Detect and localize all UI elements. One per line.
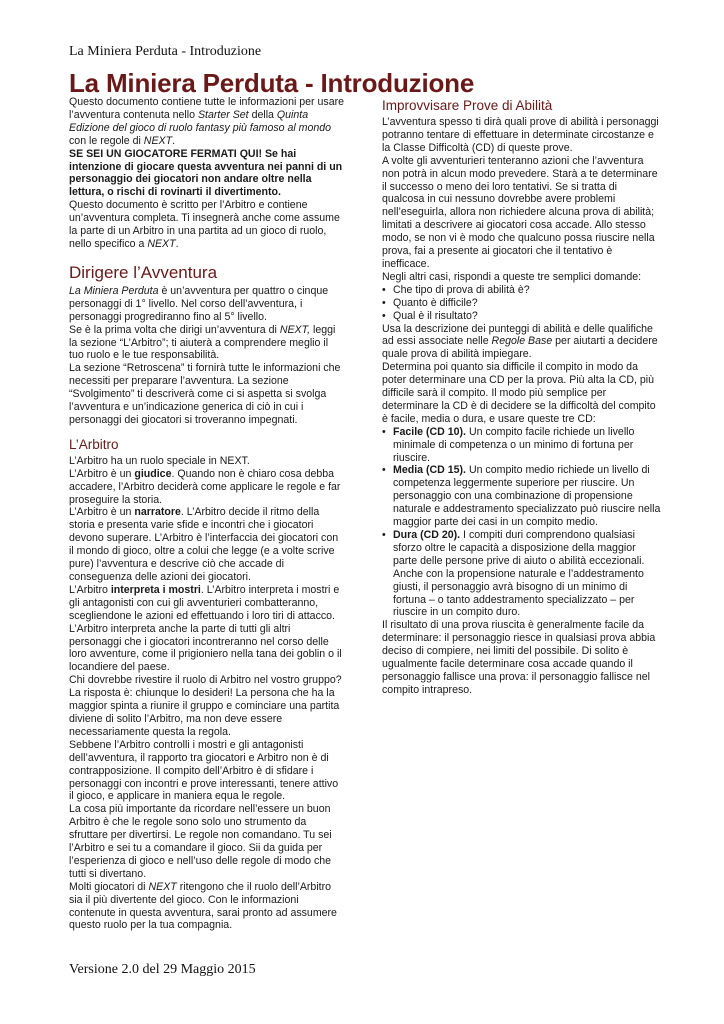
improvvisare-paragraph: Determina poi quanto sia difficile il compito in modo da poter determinare una CD per la prova. Più alta la CD, più difficile sarà il compito. Il modo più semplice per determinare la CD è di decidere se la difficoltà del compito è facile, media o dura, e usare queste tre CD: <box>382 361 656 425</box>
emphasis: narratore <box>134 506 181 519</box>
text-run: L’Arbitro è un <box>69 506 135 519</box>
cd-text: Un compito facile richiede un livello minimale di competenza o un minimo di fortuna per riuscire. <box>393 425 635 464</box>
dirigere-paragraph-2 <box>69 324 345 363</box>
regole-base-ref: Regole Base <box>491 335 553 348</box>
section-heading-dirigere: Dirigere l’Avventura <box>69 262 218 282</box>
text-run: . <box>175 237 179 250</box>
player-warning: SE SEI UN GIOCATORE FERMATI QUI! Se hai intenzione di giocare questa avventura nei panni di un personaggio dei giocatori non andare oltre nella lettura, o rischi di rovinarti il divertimento. <box>69 147 343 199</box>
text-run: L’Arbitro è un <box>69 467 135 480</box>
emphasis: giudice <box>134 467 172 480</box>
intro-paragraph-2 <box>69 199 345 251</box>
text-run: . Quando non è chiaro cosa debba accadere, l’Arbitro deciderà come applicare le regole e far proseguire la storia. <box>69 467 341 506</box>
text-run: della <box>248 108 277 121</box>
questions-list <box>382 284 662 323</box>
right-column <box>382 98 662 697</box>
arbitro-paragraph: L’Arbitro ha un ruolo speciale in NEXT. <box>69 454 250 467</box>
page-title: La Miniera Perduta - Introduzione <box>69 68 475 98</box>
arbitro-paragraph: Chi dovrebbe rivestire il ruolo di Arbitro nel vostro gruppo? La risposta è: chiunque lo desideri! La persona che ha la maggior spinta a riunire il gruppo e cominciare una partita diviene di solito l’Arbitro, ma non deve essere necessariamente questa la regola. <box>69 674 342 738</box>
improvvisare-paragraph <box>382 323 662 362</box>
running-header: La Miniera Perduta - Introduzione <box>69 44 262 59</box>
left-column <box>69 96 345 932</box>
quinta-edizione-ref: Quinta Edizione del gioco di ruolo fantasy più famoso al mondo <box>69 108 332 134</box>
intro-paragraph <box>69 96 345 148</box>
starter-set-ref: Starter Set <box>197 108 249 121</box>
text-run: . L’Arbitro interpreta i mostri e gli antagonisti con cui gli avventurieri combatteranno, scegliendone le azioni ed effettuando i loro tiri di attacco. L’Arbitro interpreta anche la parte di tutti gli altri personaggi che i giocatori incontreranno nel corso delle loro avventure, come il prigioniero nella tana dei goblin o il locandiere del paese. <box>69 583 342 674</box>
text-run: per aiutarti a decidere quale prova di abilità impiegare. <box>382 335 658 361</box>
dirigere-paragraph-3: La sezione “Retroscena” ti fornirà tutte le informazioni che necessiti per preparare l’avventura. La sezione “Svolgimento” ti descriverà come ci si aspetta si svolga l’avventura e un’indicazione generica di ciò in cui i personaggi dei giocatori si troveranno impegnati. <box>69 362 341 426</box>
list-item <box>382 464 662 529</box>
text-run: . <box>172 134 176 147</box>
text-run: ritengono che il ruolo dell’Arbitro sia il più divertente del gioco. Con le informazioni contenute in questa avventura, sarai pronto ad assumere questo ruolo per la tua compagnia. <box>69 880 337 932</box>
page-footer: Versione 2.0 del 29 Maggio 2015 <box>69 962 256 977</box>
arbitro-paragraph <box>69 881 345 933</box>
section-heading-improvvisare: Improvvisare Prove di Abilità <box>382 98 553 113</box>
cd-label: Facile (CD 10). <box>393 425 467 438</box>
emphasis: interpreta i mostri <box>110 583 201 596</box>
adventure-title-ref: La Miniera Perduta <box>69 284 159 297</box>
next-ref: NEXT <box>147 237 176 250</box>
cd-text: Un compito medio richiede un livello di competenza leggermente superiore per riuscire. Un personaggio con una combinazione di propensione naturale e addestramento specializzato può riuscire nella maggior parte dei casi in un compito medio. <box>393 464 661 529</box>
list-item: • Quanto è difficile? <box>382 297 662 310</box>
improvvisare-paragraph: L’avventura spesso ti dirà quali prove di abilità i personaggi potranno tentare di effettuare in determinate circostanze e la Classe Difficoltà (CD) di queste prove. <box>382 116 659 154</box>
arbitro-paragraph: Sebbene l’Arbitro controlli i mostri e gli antagonisti dell’avventura, il rapporto tra giocatori e Arbitro non è di contrapposizione. Il compito dell’Arbitro è di sfidare i personaggi con incontri e prove interessanti, tenere attivo il gioco, e applicare in maniera equa le regole. <box>69 738 339 803</box>
text-run: Se è la prima volta che dirigi un’avventura di <box>69 323 280 336</box>
cd-label: Dura (CD 20). <box>393 529 461 541</box>
improvvisare-paragraph: Il risultato di una prova riuscita è generalmente facile da determinare: il personaggio riesce in qualsiasi prova abbia deciso di compiere, nei limiti del possibile. Di solito è ugualmente facile determinare cosa accade quando il personaggio fallisce una prova: il personaggio fallisce nel compito intrapreso. <box>382 619 656 696</box>
text-run: Usa la descrizione dei punteggi di abilità e delle qualifiche ad essi associate nelle <box>382 322 653 348</box>
section-heading-arbitro: L’Arbitro <box>69 436 119 452</box>
arbitro-paragraph <box>69 584 345 674</box>
dirigere-paragraph-1 <box>69 285 345 324</box>
cd-label: Media (CD 15). <box>393 464 466 477</box>
next-ref: NEXT, <box>279 323 311 336</box>
list-item <box>382 529 662 619</box>
next-ref: NEXT <box>148 880 177 893</box>
text-run: L’Arbitro <box>69 583 111 596</box>
improvvisare-paragraph: A volte gli avventurieri tenteranno azioni che l’avventura non potrà in alcun modo prevedere. Starà a te determinare il successo o meno dei loro tentativi. Se si tratta di qualcosa in cui nessuno dovrebbe avere problemi nell’eseguirla, allora non richiedere alcuna prova di abilità; limitati a descrivere ai giocatori cosa accade. Allo stesso modo, se non vi è modo che qualcuno possa riuscire nella prova, fai a presente ai giocatori che il tentativo è inefficace. <box>382 154 658 270</box>
text-run: Questo documento contiene tutte le informazioni per usare l’avventura contenuta nello <box>69 96 345 121</box>
cd-list <box>382 426 662 620</box>
text-run: . L’Arbitro decide il ritmo della storia e presenta varie sfide e incontri che i giocatori devono superare. L’Arbitro è l’interfaccia dei giocatori con il mondo di gioco, oltre a colui che legge (e a volte scrive pure) l’avventura e descrive ciò che accade di conseguenza delle azioni dei giocatori. <box>69 506 339 583</box>
cd-text: I compiti duri comprendono qualsiasi sforzo oltre le capacità a disposizione della maggior parte delle persone prive di aiuto o abilità eccezionali. Anche con la propensione naturale e l’addestramento giusti, il personaggio avrà bisogno di un minimo di fortuna – o tanto addestramento specializzato – per riuscire in un compito duro. <box>393 529 645 619</box>
arbitro-paragraph <box>69 506 345 583</box>
list-item <box>382 426 662 465</box>
text-run: con le regole di <box>69 134 144 147</box>
next-ref: NEXT <box>143 134 173 147</box>
improvvisare-paragraph: Negli altri casi, rispondi a queste tre semplici domande: <box>382 270 642 283</box>
arbitro-paragraph: La cosa più importante da ricordare nell’essere un buon Arbitro è che le regole sono solo uno strumento da sfruttare per divertirsi. Le regole non comandano. Tu sei l’Arbitro e sei tu a comandare il gioco. Sii da guida per l’esperienza di gioco e nell’uso delle regole di modo che tutti si divertano. <box>69 803 332 880</box>
text-run: Questo documento è scritto per l’Arbitro e contiene un’avventura completa. Ti insegnerà anche come assume la parte di un Arbitro in una partita ad un gioco di ruolo, nello specifico a <box>69 199 340 250</box>
text-run: leggi la sezione “L’Arbitro”; ti aiuterà a comprendere meglio il tuo ruolo e le tue responsabilità. <box>69 323 336 362</box>
text-run: è un’avventura per quattro o cinque personaggi di 1° livello. Nel corso dell’avventura, i personaggi progrediranno fino al 5° livello. <box>69 284 329 323</box>
arbitro-paragraph <box>69 468 345 507</box>
list-item: • Che tipo di prova di abilità è? <box>382 284 662 297</box>
text-run: Molti giocatori di <box>69 880 149 893</box>
list-item: • Qual è il risultato? <box>382 310 662 323</box>
